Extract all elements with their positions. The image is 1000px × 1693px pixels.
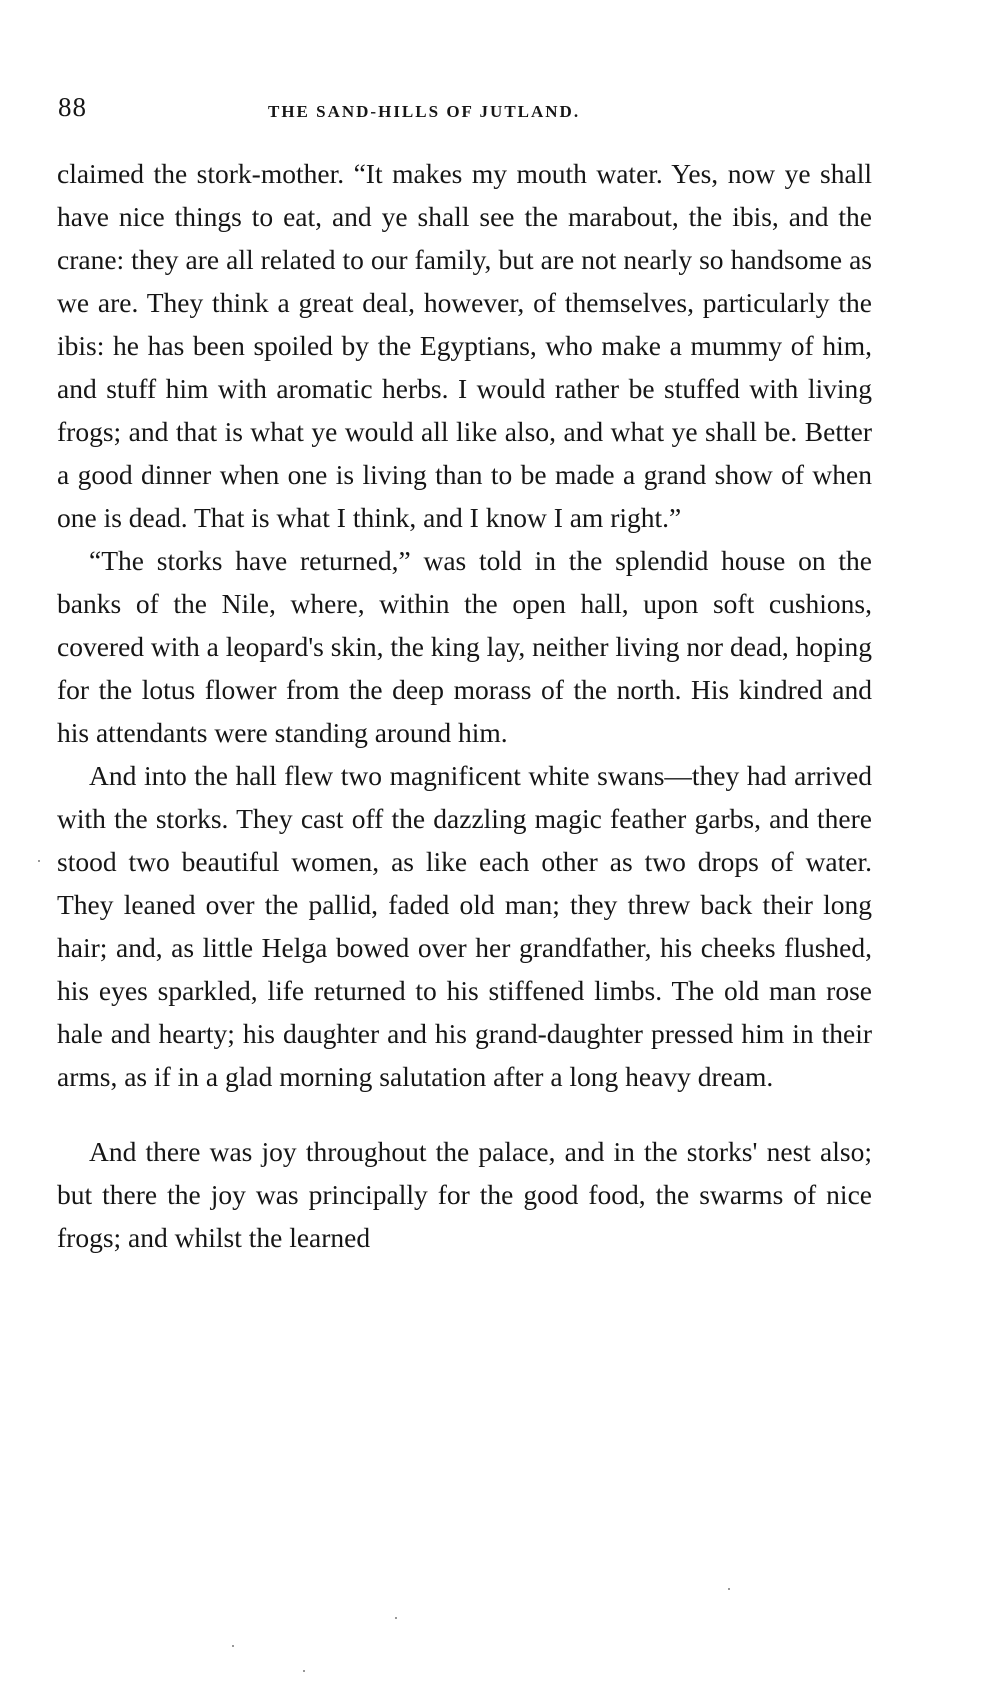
page-header [58,92,928,132]
body-text [57,152,872,1259]
speck [395,1617,397,1619]
running-title: THE SAND-HILLS OF JUTLAND. [268,102,581,121]
paragraph-3: And into the hall flew two magnificent white swans—they had arrived with the storks. They cast off the dazzling magic feather garbs, and there stood two beautiful women, as like each other as two drops of water. They leaned over the pallid, faded old man; they threw back their long hair; and, as little Helga bowed over her grandfather, his cheeks flushed, his eyes sparkled, life returned to his stiffened limbs. The old man rose hale and hearty; his daughter and his grand-daughter pressed him in their arms, as if in a glad morning salutation after a long heavy dream. [57,760,872,1092]
paragraph-2: “The storks have returned,” was told in the splendid house on the banks of the Nile, where, within the open hall, upon soft cushions, covered with a leopard's skin, the king lay, neither living nor dead, hoping for the lotus flower from the deep morass of the north. His kindred and his attendants were standing around him. [57,545,872,748]
page-number: 88 [58,92,87,122]
paragraph-4: And there was joy throughout the palace, and in the storks' nest also; but there the joy was principally for the good food, the swarms of nice frogs; and whilst the learned [57,1136,872,1253]
speck [232,1645,234,1647]
paragraph-1: claimed the stork-mother. “It makes my mouth water. Yes, now ye shall have nice things to eat, and ye shall see the marabout, the ibis, and the crane: they are all related to our family, but are not nearly so handsome as we are. They think a great deal, however, of themselves, particularly the ibis: he has been spoiled by the Egyptians, who make a mummy of him, and stuff him with aromatic herbs. I would rather be stuffed with living frogs; and that is what ye would all like also, and what ye shall be. Better a good dinner when one is living than to be made a grand show of when one is dead. That is what I think, and I know I am right.” [57,158,872,533]
speck [303,1670,305,1672]
speck [728,1588,730,1590]
speck [38,860,40,862]
